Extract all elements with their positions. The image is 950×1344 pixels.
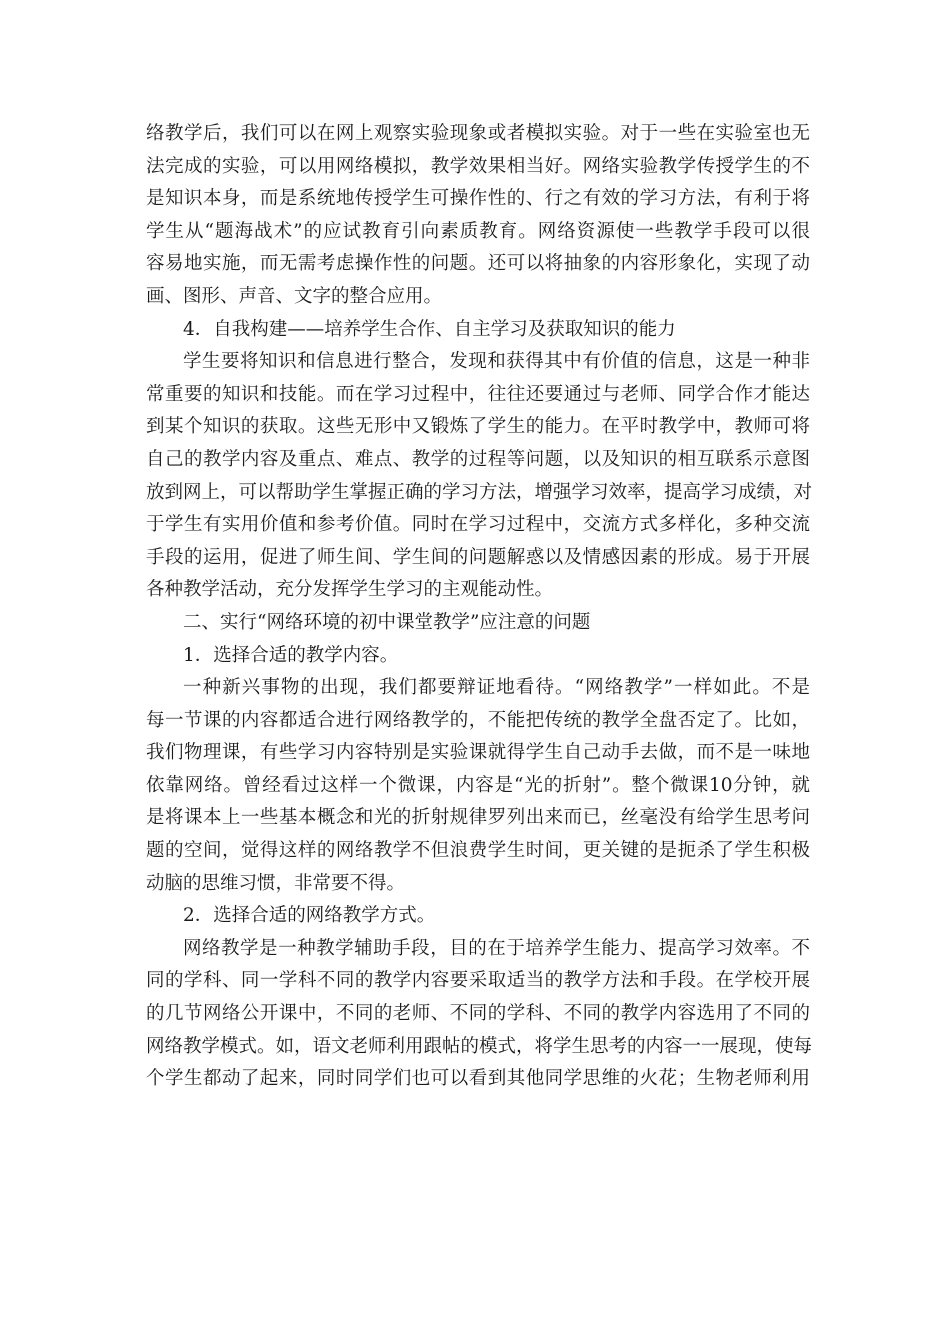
text-line: 法完成的实验，可以用网络模拟，教学效果相当好。网络实验教学传授学生的不 <box>146 155 810 177</box>
text-line: 容易地实施，而无需考虑操作性的问题。还可以将抽象的内容形象化，实现了动 <box>146 253 810 275</box>
text-line: 网络教学模式。如，语文老师利用跟帖的模式，将学生思考的内容一一展现，使每 <box>146 1035 813 1057</box>
text-line: 于学生有实用价值和参考价值。同时在学习过程中，交流方式多样化，多种交流 <box>146 514 810 536</box>
text-line: 是知识本身，而是系统地传授学生可操作性的、行之有效的学习方法，有利于将 <box>146 188 810 210</box>
text-line: 学生要将知识和信息进行整合，发现和获得其中有价值的信息，这是一种非 <box>183 351 810 373</box>
text-line: 常重要的知识和技能。而在学习过程中，往往还要通过与老师、同学合作才能达 <box>146 383 810 405</box>
text-line: 题的空间，觉得这样的网络教学不但浪费学生时间，更关键的是扼杀了学生积极 <box>146 840 810 862</box>
text-line: 4．自我构建——培养学生合作、自主学习及获取知识的能力 <box>183 318 676 340</box>
text-line: 二、实行“网络环境的初中课堂教学”应注意的问题 <box>183 611 591 633</box>
text-line: 1．选择合适的教学内容。 <box>183 644 399 666</box>
text-line: 依靠网络。曾经看过这样一个微课，内容是“光的折射”。整个微课10分钟，就 <box>146 774 810 796</box>
text-line: 自己的教学内容及重点、难点、教学的过程等问题，以及知识的相互联系示意图 <box>146 448 810 470</box>
text-line: 手段的运用，促进了师生间、学生间的问题解惑以及情感因素的形成。易于开展 <box>146 546 810 568</box>
text-line: 络教学后，我们可以在网上观察实验现象或者模拟实验。对于一些在实验室也无 <box>146 123 810 144</box>
text-line: 各种教学活动，充分发挥学生学习的主观能动性。 <box>146 579 554 601</box>
text-line: 学生从“题海战术”的应试教育引向素质教育。网络资源使一些教学手段可以很 <box>146 220 810 242</box>
text-line: 放到网上，可以帮助学生掌握正确的学习方法，增强学习效率，提高学习成绩，对 <box>146 481 813 503</box>
document-page <box>146 118 813 1096</box>
text-line: 画、图形、声音、文字的整合应用。 <box>146 285 443 307</box>
text-line: 到某个知识的获取。这些无形中又锻炼了学生的能力。在平时教学中，教师可将 <box>146 416 810 438</box>
text-line: 一种新兴事物的出现，我们都要辩证地看待。“网络教学”一样如此。不是 <box>183 677 810 699</box>
text-line: 同的学科、同一学科不同的教学内容要采取适当的教学方法和手段。在学校开展 <box>146 970 810 992</box>
text-line: 的几节网络公开课中，不同的老师、不同的学科、不同的教学内容选用了不同的 <box>146 1003 810 1025</box>
text-line: 网络教学是一种教学辅助手段，目的在于培养学生能力、提高学习效率。不 <box>183 937 810 959</box>
text-line: 我们物理课，有些学习内容特别是实验课就得学生自己动手去做，而不是一味地 <box>146 742 810 764</box>
text-line: 每一节课的内容都适合进行网络教学的，不能把传统的教学全盘否定了。比如， <box>146 709 810 731</box>
text-line: 个学生都动了起来，同时同学们也可以看到其他同学思维的火花；生物老师利用 <box>146 1068 810 1090</box>
text-line: 2．选择合适的网络教学方式。 <box>183 905 436 927</box>
text-line: 是将课本上一些基本概念和光的折射规律罗列出来而已，丝毫没有给学生思考问 <box>146 807 810 829</box>
text-line: 动脑的思维习惯，非常要不得。 <box>146 872 406 894</box>
